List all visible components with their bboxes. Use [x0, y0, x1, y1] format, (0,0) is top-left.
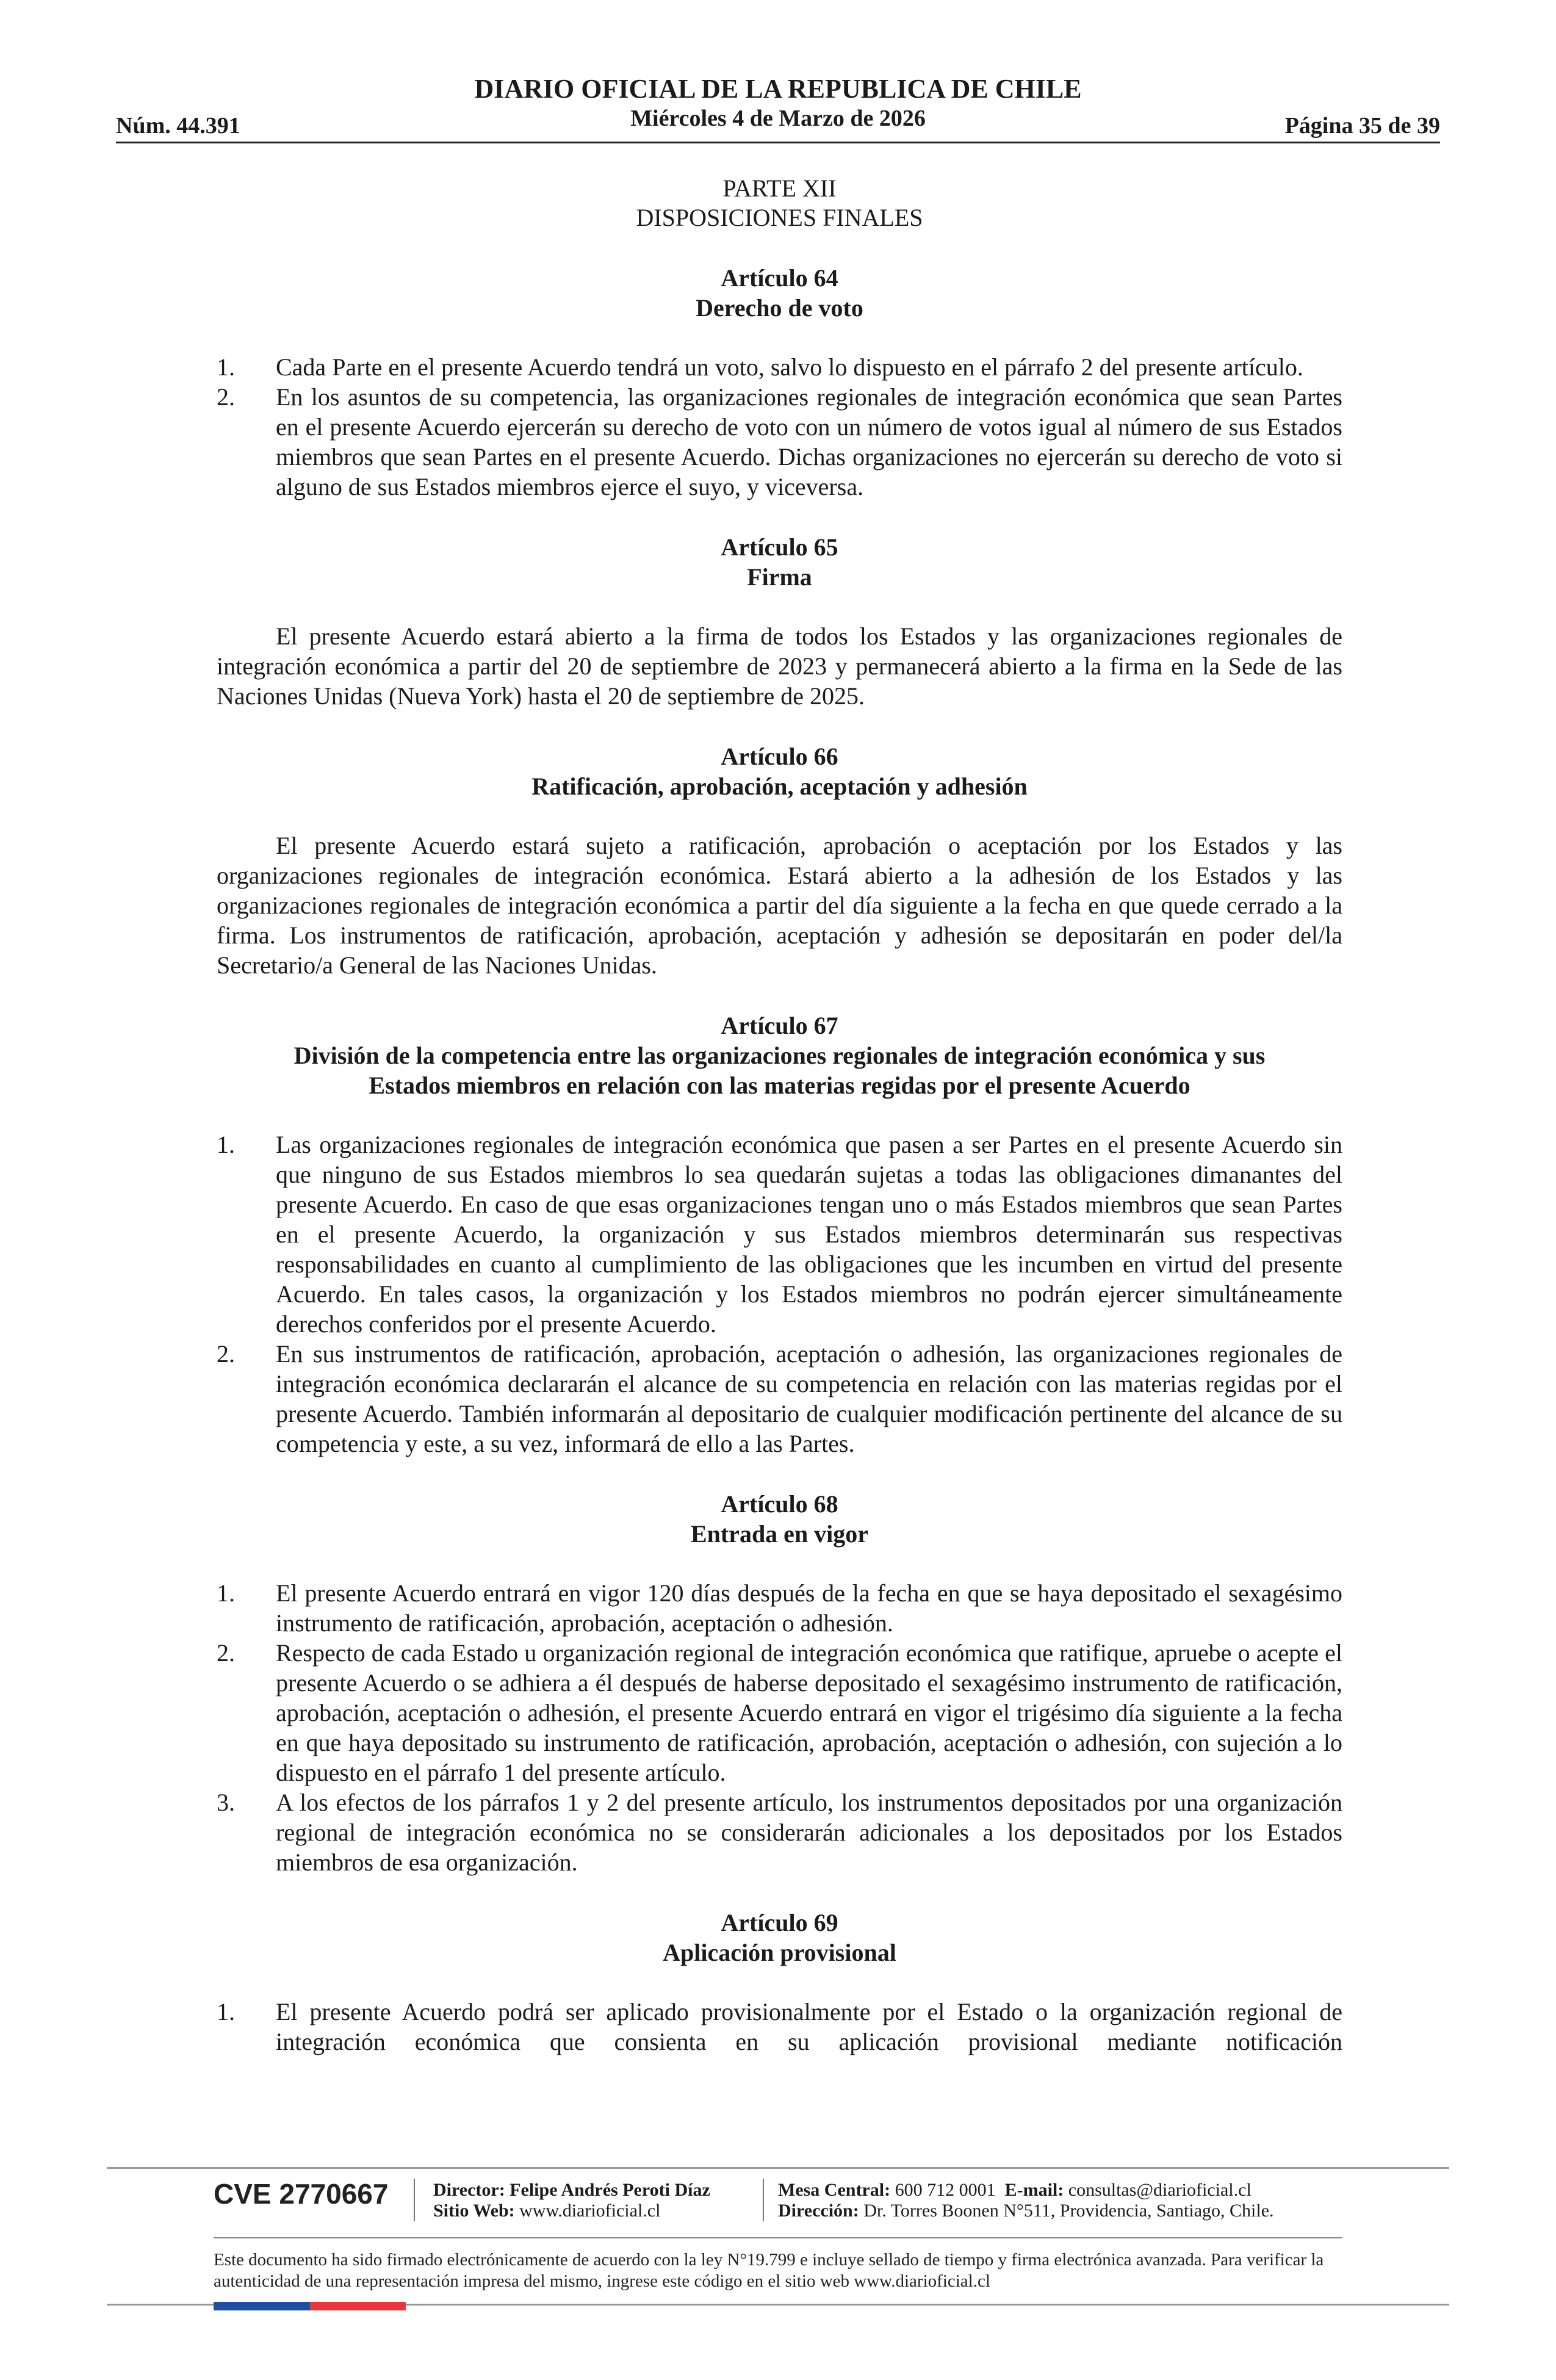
- list-item: [217, 1578, 1342, 1638]
- address-text: Dr. Torres Boonen N°511, Providencia, Santiago, Chile.: [863, 2201, 1274, 2221]
- director-label: Director:: [433, 2180, 505, 2200]
- footer-separator: [763, 2179, 764, 2221]
- item-number: 2.: [217, 1639, 235, 1667]
- publication-date: Miércoles 4 de Marzo de 2026: [630, 106, 926, 131]
- article-heading: [217, 741, 1342, 801]
- item-number: 1.: [217, 353, 235, 381]
- list-item: [217, 382, 1342, 502]
- article-number: Artículo 66: [721, 743, 838, 770]
- article-number: Artículo 68: [721, 1490, 838, 1518]
- article-number: Artículo 64: [721, 264, 838, 292]
- page-header: [116, 73, 1440, 146]
- part-heading: [217, 174, 1342, 233]
- page-number: Página 35 de 39: [1284, 113, 1440, 139]
- cve-code: CVE 2770667: [214, 2178, 389, 2210]
- item-text: En los asuntos de su competencia, las organizaciones regionales de integración económica que sean Partes en el presente Acuerdo ejercerán su derecho de voto con un número de votos igual al número de sus Estados miembros que sean Partes en el presente Acuerdo. Dichas organizaciones no ejercerán su derecho de voto si alguno de sus Estados miembros ejerce el suyo, y viceversa.: [276, 383, 1342, 500]
- item-text: Cada Parte en el presente Acuerdo tendrá un voto, salvo lo dispuesto en el párrafo 2 del presente artículo.: [276, 353, 1303, 381]
- footer-contact-block: [778, 2180, 1274, 2221]
- item-text: El presente Acuerdo entrará en vigor 120 días después de la fecha en que se haya depositado el sexagésimo instrumento de ratificación, aprobación, aceptación o adhesión.: [276, 1579, 1342, 1637]
- article-heading: [217, 532, 1342, 592]
- article-number: Artículo 69: [721, 1909, 838, 1936]
- list-item: [217, 1997, 1342, 2057]
- article-title: Ratificación, aprobación, aceptación y adhesión: [531, 773, 1028, 800]
- article-items: [217, 1130, 1342, 1459]
- item-number: 2.: [217, 1340, 235, 1368]
- email-link[interactable]: consultas@diarioficial.cl: [1068, 2180, 1252, 2200]
- legal-notice: Este documento ha sido firmado electrónicamente de acuerdo con la ley N°19.799 e incluye sellado de tiempo y firma electrónica avanzada. Para verificar la autenticidad de una representación impresa del mismo, ingrese este código en el sitio web www.diarioficial.cl: [214, 2250, 1324, 2291]
- header-divider: [116, 142, 1440, 143]
- publication-title: DIARIO OFICIAL DE LA REPUBLICA DE CHILE: [474, 74, 1082, 104]
- list-item: [217, 352, 1342, 382]
- item-number: 1.: [217, 1579, 235, 1607]
- article-items: [217, 1578, 1342, 1877]
- article-items: [217, 352, 1342, 502]
- flag-blue-segment: [214, 2302, 310, 2310]
- phone-number: 600 712 0001: [895, 2180, 996, 2200]
- article-title: Aplicación provisional: [663, 1939, 896, 1966]
- site-label: Sitio Web:: [433, 2201, 515, 2221]
- article-title: Firma: [747, 563, 812, 591]
- flag-stripe: [214, 2302, 406, 2310]
- item-number: 1.: [217, 1131, 235, 1158]
- site-link[interactable]: www.diarioficial.cl: [519, 2201, 661, 2221]
- item-number: 3.: [217, 1789, 235, 1816]
- director-name: Felipe Andrés Peroti Díaz: [510, 2180, 710, 2200]
- part-label: PARTE XII: [722, 175, 837, 202]
- article-paragraph: El presente Acuerdo estará abierto a la firma de todos los Estados y las organizaciones regionales de integración económica a partir del 20 de septiembre de 2023 y permanecerá abierto a la firma en la Sede de las Naciones Unidas (Nueva York) hasta el 20 de septiembre de 2025.: [217, 622, 1342, 710]
- item-text: Las organizaciones regionales de integración económica que pasen a ser Partes en el presente Acuerdo sin que ninguno de sus Estados miembros lo sea quedarán sujetas a todas las obligaciones dimanantes del presente Acuerdo. En caso de que esas organizaciones tengan uno o más Estados miembros que sean Partes en el presente Acuerdo, la organización y sus Estados miembros determinarán sus respectivas responsabilidades en cuanto al cumplimiento de las obligaciones que les incumben en virtud del presente Acuerdo. En tales casos, la organización y los Estados miembros no podrán ejercer simultáneamente derechos conferidos por el presente Acuerdo.: [276, 1131, 1342, 1338]
- item-text: A los efectos de los párrafos 1 y 2 del presente artículo, los instrumentos depositados por una organización regional de integración económica no se considerarán adicionales a los depositados por los Estados miembros de esa organización.: [276, 1789, 1342, 1876]
- article-title-line: División de la competencia entre las organizaciones regionales de integración económica y sus: [294, 1042, 1266, 1069]
- document-body: [217, 174, 1342, 2057]
- list-item: [217, 1130, 1342, 1339]
- article-heading: [217, 1489, 1342, 1549]
- header-center: [116, 73, 1440, 132]
- list-item: [217, 1339, 1342, 1459]
- footer-director-block: [433, 2180, 710, 2221]
- article-paragraph: El presente Acuerdo estará sujeto a ratificación, aprobación o aceptación por los Estados y las organizaciones regionales de integración económica. Estará abierto a la adhesión de los Estados y las organizaciones regionales de integración económica a partir del día siguiente a la fecha en que quede cerrado a la firma. Los instrumentos de ratificación, aprobación, aceptación y adhesión se depositarán en poder del/la Secretario/a General de las Naciones Unidas.: [217, 832, 1342, 979]
- article-items: [217, 1997, 1342, 2057]
- article-number: Artículo 67: [721, 1012, 838, 1039]
- phone-label: Mesa Central:: [778, 2180, 891, 2200]
- article-title: Derecho de voto: [696, 294, 863, 322]
- issue-number: Núm. 44.391: [116, 113, 240, 139]
- article-heading: [204, 1011, 1355, 1100]
- list-item: [217, 1638, 1342, 1787]
- item-text: Respecto de cada Estado u organización regional de integración económica que ratifique, apruebe o acepte el presente Acuerdo o se adhiera a él después de haberse depositado el sexagésimo instrumento de ratificación, aprobación, aceptación o adhesión, el presente Acuerdo entrará en vigor el trigésimo día siguiente a la fecha en que haya depositado su instrumento de ratificación, aprobación, aceptación o adhesión, con sujeción a lo dispuesto en el párrafo 1 del presente artículo.: [276, 1639, 1342, 1786]
- item-text: El presente Acuerdo podrá ser aplicado provisionalmente por el Estado o la organización regional de integración económica que consienta en su aplicación provisional mediante notificación: [276, 1998, 1342, 2055]
- email-label: E-mail:: [1004, 2180, 1064, 2200]
- flag-red-segment: [310, 2302, 406, 2310]
- item-number: 2.: [217, 383, 235, 411]
- article-title-line: Estados miembros en relación con las materias regidas por el presente Acuerdo: [369, 1072, 1190, 1099]
- article-number: Artículo 65: [721, 533, 838, 561]
- footer-divider-top: [107, 2167, 1449, 2169]
- item-text: En sus instrumentos de ratificación, aprobación, aceptación o adhesión, las organizaciones regionales de integración económica declararán el alcance de su competencia en relación con las materias regidas por el presente Acuerdo. También informarán al depositario de cualquier modificación pertinente del alcance de su competencia y este, a su vez, informará de ello a las Partes.: [276, 1340, 1342, 1457]
- address-label: Dirección:: [778, 2201, 859, 2221]
- article-heading: [217, 263, 1342, 323]
- footer-separator: [414, 2179, 415, 2221]
- article-title: Entrada en vigor: [690, 1520, 869, 1548]
- list-item: [217, 1787, 1342, 1877]
- article-heading: [217, 1908, 1342, 1967]
- part-title: DISPOSICIONES FINALES: [636, 204, 923, 231]
- item-number: 1.: [217, 1998, 235, 2025]
- footer-divider-middle: [214, 2237, 1342, 2238]
